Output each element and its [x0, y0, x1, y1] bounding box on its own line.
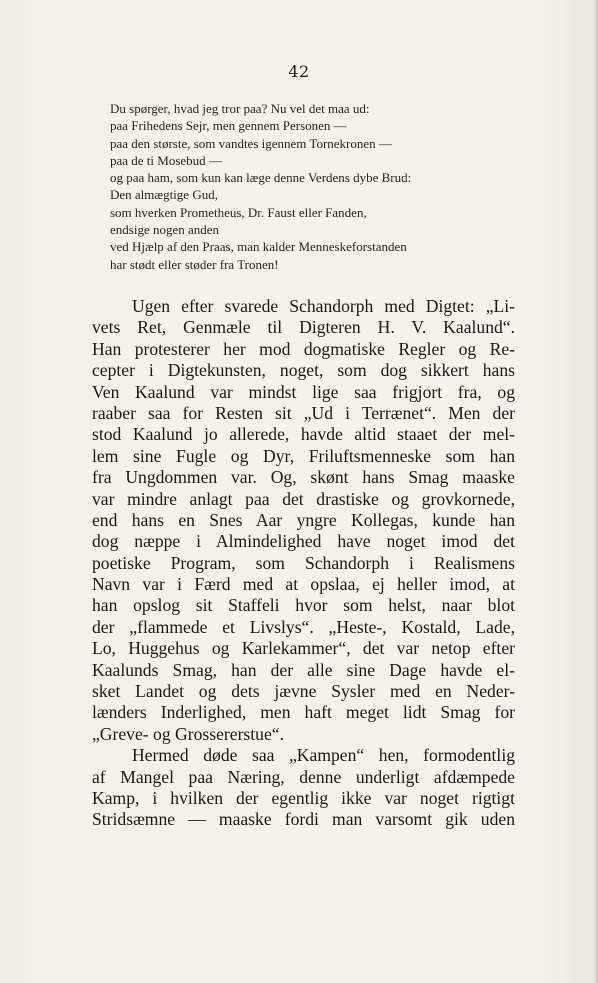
paragraph-line: raaber saa for Resten sit „Ud i Terrænet“. Men der — [92, 402, 515, 423]
paragraph-line: end hans en Snes Aar yngre Kollegas, kunde han — [92, 509, 515, 530]
verse-line: paa de ti Mosebud — — [110, 152, 222, 168]
paragraph-line: Kamp, i hvilken der egentlig ikke var noget rigtigt — [92, 787, 515, 808]
verse-line: paa Frihedens Sejr, men gennem Personen — — [110, 118, 347, 134]
verse-line: har stødt eller støder fra Tronen! — [110, 256, 279, 272]
paragraph-line: var mindre anlagt paa det drastiske og grovkornede, — [92, 488, 515, 509]
paragraph-line: stod Kaalund jo allerede, havde altid staaet der mel- — [92, 424, 515, 445]
prose-block — [92, 296, 515, 831]
paragraph-line: cepter i Digtekunsten, noget, som dog sikkert hans — [92, 360, 515, 381]
verse-line: og paa ham, som kun kan læge denne Verdens dybe Brud: — [110, 170, 412, 186]
verse-line: endsige nogen anden — [110, 222, 220, 238]
verse-block — [110, 100, 510, 273]
paragraph-line: Stridsæmne — maaske fordi man varsomt gik uden — [92, 809, 515, 830]
page-edge-shadow — [594, 0, 598, 983]
paragraph-line: Kaalunds Smag, han der alle sine Dage havde el- — [92, 659, 515, 680]
verse-line: ved Hjælp af den Praas, man kalder Menneskeforstanden — [110, 239, 407, 255]
paragraph-line: Lo, Huggehus og Karlekammer“, det var netop efter — [92, 638, 515, 659]
paragraph-line: lænders Inderlighed, men haft meget lidt Smag for — [92, 702, 515, 723]
paragraph-line: „Greve- og Grossererstue“. — [92, 723, 284, 744]
verse-line: paa den største, som vandtes igennem Tornekronen — — [110, 135, 392, 151]
paragraph-line: sket Landet og dets jævne Sysler med en Neder- — [92, 681, 515, 702]
paragraph-line: Ven Kaalund var mindst lige saa frigjort fra, og — [92, 381, 515, 402]
paragraph-line: lem sine Fugle og Dyr, Friluftsmenneske som han — [92, 445, 515, 466]
verse-line: Du spørger, hvad jeg tror paa? Nu vel det maa ud: — [110, 101, 370, 116]
paragraph-line: fra Ungdommen var. Og, skønt hans Smag maaske — [92, 467, 515, 488]
paragraph-line: dog næppe i Almindelighed have noget imod det — [92, 531, 515, 552]
verse-line: som hverken Prometheus, Dr. Faust eller Fanden, — [110, 204, 367, 220]
paragraph-line: vets Ret, Genmæle til Digteren H. V. Kaalund“. — [92, 317, 515, 338]
paragraph-line: han opslog sit Staffeli hvor som helst, naar blot — [92, 595, 515, 616]
paragraph-line: Han protesterer her mod dogmatiske Regler og Re- — [92, 338, 515, 359]
paragraph-line: poetiske Program, som Schandorph i Realismens — [92, 552, 515, 573]
page-number: 42 — [288, 62, 310, 81]
paragraph-line: der „flammede et Livslys“. „Heste-, Kostald, Lade, — [92, 616, 515, 637]
verse-line: Den almægtige Gud, — [110, 187, 218, 203]
paragraph-line: Hermed døde saa „Kampen“ hen, formodentlig — [132, 745, 515, 766]
paragraph-line: Navn var i Færd med at opslaa, ej heller imod, at — [92, 574, 515, 595]
paragraph-line: af Mangel paa Næring, denne underligt afdæmpede — [92, 766, 515, 787]
paragraph-line: Ugen efter svarede Schandorph med Digtet: „Li- — [132, 296, 515, 316]
